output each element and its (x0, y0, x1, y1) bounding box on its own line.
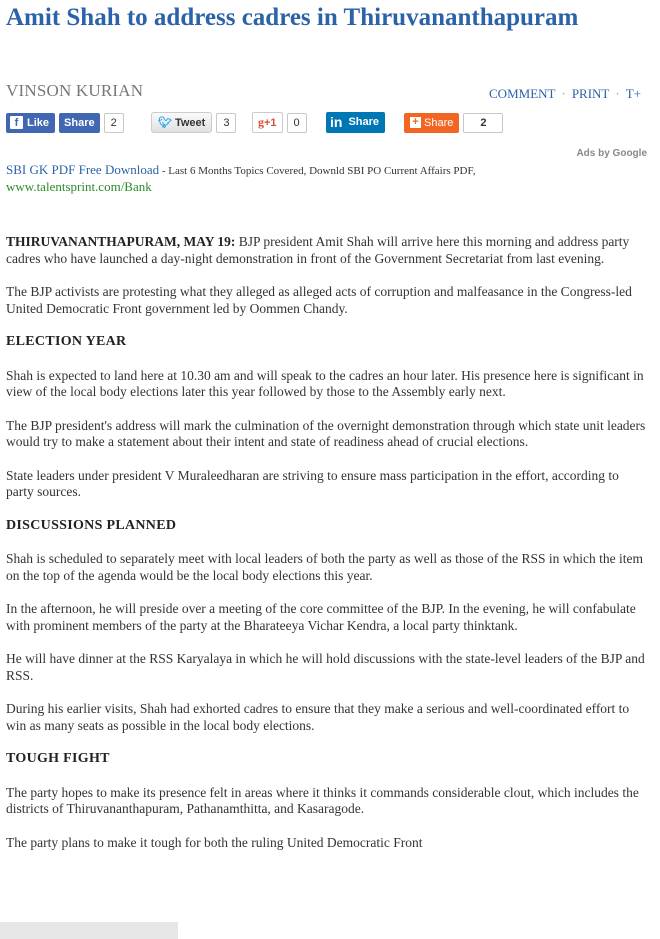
facebook-icon: f (10, 116, 23, 129)
ad-title-link[interactable]: SBI GK PDF Free Download (6, 162, 160, 177)
paragraph-text: BJP president Amit Shah will arrive here this morning and address party cadres who have launched a day-night demonstration in front of the Government Secretariat from last evening. (6, 234, 630, 266)
linkedin-share-button[interactable] (326, 113, 385, 132)
dateline: THIRUVANANTHAPURAM, MAY 19: (6, 234, 236, 249)
gplus-icon: g (258, 115, 264, 129)
twitter-widget (151, 112, 236, 133)
article-paragraph: The BJP activists are protesting what they alleged as alleged acts of corruption and malfeasance in the Congress-led United Democratic Front government led by Oommen Chandy. (6, 284, 632, 316)
article-paragraph: Shah is scheduled to separately meet with local leaders of both the party as well as those of the RSS in which the item on the top of the agenda would be the local body elections this year. (6, 551, 643, 583)
article-paragraph: The BJP president's address will mark the culmination of the overnight demonstration through which state unit leaders would try to make a statement about their intent and state of readiness ahead of crucial elections. (6, 417, 646, 449)
twitter-bird-icon: 🐦︎ (158, 117, 172, 129)
facebook-like-label: Like (27, 116, 50, 129)
ad-description: - Last 6 Months Topics Covered, Downld SBI PO Current Affairs PDF, (159, 165, 476, 177)
separator: · (615, 86, 620, 101)
comment-link[interactable]: COMMENT (489, 86, 556, 101)
addthis-share-label: Share (424, 116, 454, 129)
byline-row (6, 81, 648, 103)
ad-url-link[interactable]: www.talentsprint.com/Bank (6, 179, 152, 194)
gplus-widget (252, 112, 307, 133)
share-bar (6, 112, 646, 134)
facebook-share-count: 2 (104, 113, 124, 133)
gplus-label: +1 (264, 116, 277, 129)
tweet-label: Tweet (174, 116, 206, 129)
addthis-share-button[interactable] (404, 113, 459, 133)
tweet-button[interactable] (151, 112, 212, 133)
facebook-widget (6, 112, 124, 133)
linkedin-icon: in (326, 112, 346, 133)
addthis-share-count: 2 (463, 113, 503, 133)
author-name[interactable]: VINSON KURIAN (6, 81, 144, 100)
article-paragraph (6, 234, 646, 267)
section-heading: TOUGH FIGHT (6, 751, 110, 766)
facebook-share-button[interactable]: Share (59, 113, 100, 133)
separator: · (561, 86, 566, 101)
facebook-like-button[interactable] (6, 113, 55, 133)
article-paragraph: The party hopes to make its presence felt in areas where it thinks it commands considerable clout, which includes the districts of Thiruvananthapuram, Pathanamthitta, and Kasaragode. (6, 784, 639, 816)
article-headline: Amit Shah to address cadres in Thiruvananthapuram (6, 4, 579, 31)
text-size-link[interactable]: T+ (625, 86, 641, 101)
gplus-count: 0 (287, 113, 307, 133)
tweet-count: 3 (216, 113, 236, 133)
gplus-button[interactable] (252, 112, 283, 133)
article-tools (489, 86, 641, 102)
plus-icon: + (410, 117, 421, 128)
section-heading: ELECTION YEAR (6, 334, 127, 349)
linkedin-share-label: Share (346, 112, 385, 133)
article-paragraph: In the afternoon, he will preside over a meeting of the core committee of the BJP. In the evening, he will confabulate with prominent members of the party at the Bharateeya Vichar Kendra, a local party thinktank. (6, 601, 636, 633)
article-body (6, 234, 646, 851)
article-paragraph: State leaders under president V Muraleedharan are striving to ensure mass participation in the effort, according to party sources. (6, 467, 619, 499)
article-paragraph: Shah is expected to land here at 10.30 am and will speak to the cadres an hour later. His presence here is significant in view of the local body elections later this year followed by those to the Assembly early next. (6, 367, 644, 399)
addthis-widget (404, 112, 503, 133)
article-paragraph: The party plans to make it tough for both the ruling United Democratic Front (6, 834, 423, 850)
bottom-overlay-bar (0, 922, 178, 939)
article-paragraph: He will have dinner at the RSS Karyalaya in which he will hold discussions with the state-level leaders of the BJP and RSS. (6, 651, 645, 683)
ads-by-google-label[interactable]: Ads by Google (576, 148, 647, 159)
print-link[interactable]: PRINT (571, 86, 610, 101)
article-paragraph: During his earlier visits, Shah had exhorted cadres to ensure that they make a serious and well-coordinated effort to win as many seats as possible in the local body elections. (6, 701, 630, 733)
linkedin-widget (326, 112, 385, 133)
section-heading: DISCUSSIONS PLANNED (6, 517, 177, 533)
text-ad (6, 162, 646, 195)
